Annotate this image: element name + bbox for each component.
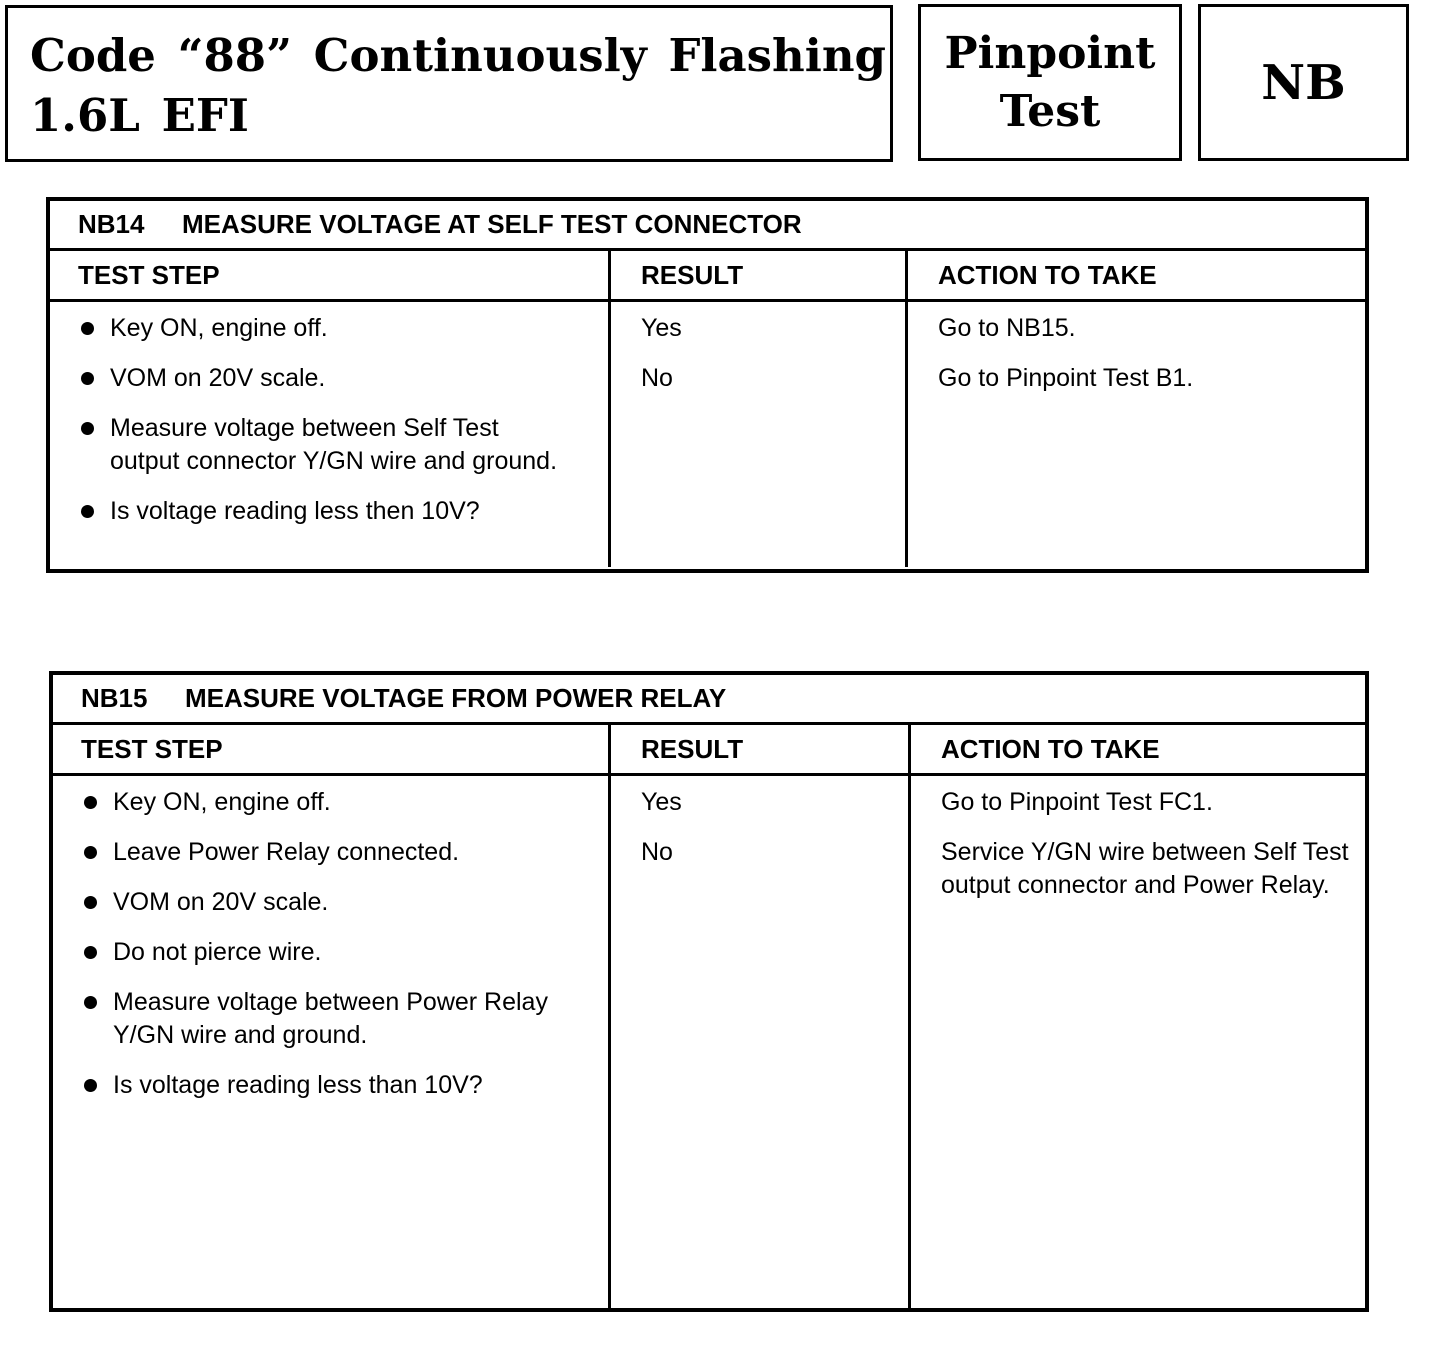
nb14-id: NB14 xyxy=(78,209,145,239)
action-yes: Go to NB15. xyxy=(938,314,1076,342)
nb15-header-result: RESULT xyxy=(611,725,911,773)
bullet-icon xyxy=(81,322,94,335)
step-text: Do not pierce wire. xyxy=(113,938,322,966)
step-text: Key ON, engine off. xyxy=(113,788,331,816)
step-text: Measure voltage between Self Test output connector Y/GN wire and ground. xyxy=(110,414,558,475)
action-yes: Go to Pinpoint Test FC1. xyxy=(941,788,1213,816)
page-title: Code “88” Continuously Flashing xyxy=(30,29,887,82)
nb14-body-row xyxy=(50,302,1365,567)
nb15-header-row xyxy=(53,725,1365,776)
nb14-header-action: ACTION TO TAKE xyxy=(938,259,1157,290)
result-yes: Yes xyxy=(641,788,682,816)
bullet-icon xyxy=(81,505,94,518)
bullet-icon xyxy=(84,946,97,959)
nb15-steps-list xyxy=(81,786,608,1102)
pinpoint-label-line2: Test xyxy=(999,85,1101,137)
result-no: No xyxy=(641,838,673,866)
result-no: No xyxy=(641,364,673,392)
engine-subtitle: 1.6L EFI xyxy=(30,89,249,142)
nb15-header-test-step: TEST STEP xyxy=(53,725,611,773)
nb14-header-result: RESULT xyxy=(611,251,908,299)
bullet-icon xyxy=(84,796,97,809)
step-text: VOM on 20V scale. xyxy=(113,888,329,916)
result-yes: Yes xyxy=(641,314,682,342)
pinpoint-test-label xyxy=(945,25,1156,141)
action-no: Go to Pinpoint Test B1. xyxy=(938,364,1194,392)
nb14-table xyxy=(46,197,1369,573)
nb15-header-action: ACTION TO TAKE xyxy=(941,733,1160,764)
test-code: NB xyxy=(1261,54,1346,111)
bullet-icon xyxy=(84,846,97,859)
list-item xyxy=(81,786,608,819)
bullet-icon xyxy=(81,372,94,385)
step-text: Measure voltage between Power Relay Y/GN wire and ground. xyxy=(113,988,548,1049)
bullet-icon xyxy=(84,996,97,1009)
nb15-results-cell xyxy=(611,776,911,1308)
test-code-box xyxy=(1198,4,1409,161)
step-text: Is voltage reading less then 10V? xyxy=(110,497,480,525)
nb14-title-row xyxy=(50,201,1365,251)
nb14-actions-cell xyxy=(908,302,1365,567)
pinpoint-test-box xyxy=(918,4,1182,161)
nb15-body-row xyxy=(53,776,1365,1308)
nb14-results-cell xyxy=(611,302,908,567)
step-text: Is voltage reading less than 10V? xyxy=(113,1071,483,1099)
list-item xyxy=(78,362,608,395)
list-item xyxy=(81,1069,608,1102)
list-item xyxy=(81,936,608,969)
nb15-actions-cell xyxy=(911,776,1365,1308)
title-box xyxy=(5,5,893,162)
bullet-icon xyxy=(84,896,97,909)
nb14-steps-cell xyxy=(50,302,611,567)
nb14-header-test-step: TEST STEP xyxy=(50,251,611,299)
action-no: Service Y/GN wire between Self Test output connector and Power Relay. xyxy=(941,838,1349,899)
nb15-title-row xyxy=(53,675,1365,725)
step-text: Key ON, engine off. xyxy=(110,314,328,342)
bullet-icon xyxy=(84,1079,97,1092)
list-item xyxy=(78,495,608,528)
nb15-steps-cell xyxy=(53,776,611,1308)
nb15-title: MEASURE VOLTAGE FROM POWER RELAY xyxy=(185,683,727,713)
list-item xyxy=(81,886,608,919)
nb14-header-row xyxy=(50,251,1365,302)
nb14-title: MEASURE VOLTAGE AT SELF TEST CONNECTOR xyxy=(182,209,802,239)
nb15-table xyxy=(49,671,1369,1312)
list-item xyxy=(78,312,608,345)
list-item xyxy=(81,986,608,1052)
bullet-icon xyxy=(81,422,94,435)
step-text: VOM on 20V scale. xyxy=(110,364,326,392)
nb14-steps-list xyxy=(78,312,608,528)
pinpoint-label-line1: Pinpoint xyxy=(944,27,1156,79)
nb15-id: NB15 xyxy=(81,683,148,713)
step-text: Leave Power Relay connected. xyxy=(113,838,460,866)
list-item xyxy=(81,836,608,869)
list-item xyxy=(78,412,608,478)
